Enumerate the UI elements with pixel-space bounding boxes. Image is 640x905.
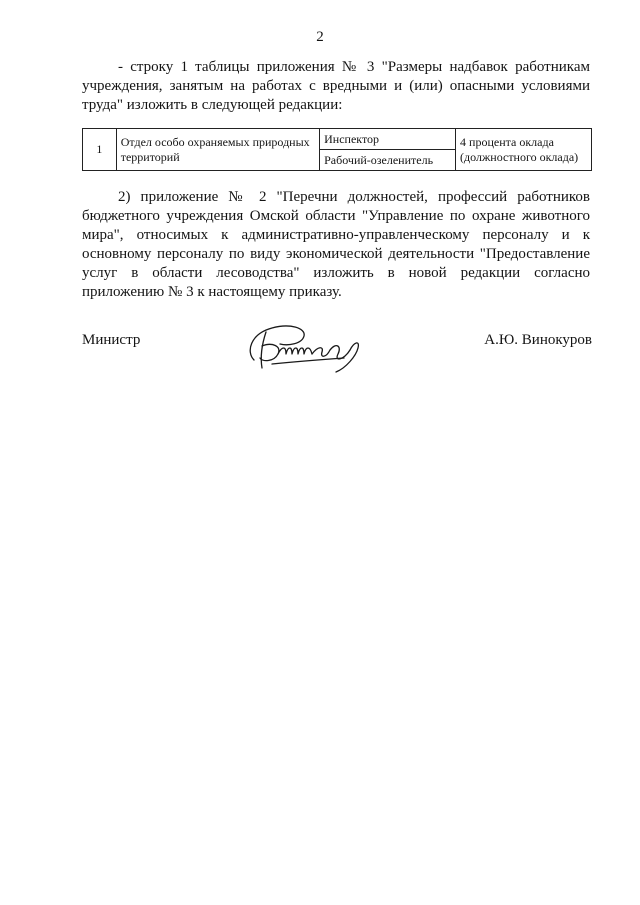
handwritten-signature bbox=[232, 316, 432, 376]
signatory-name: А.Ю. Винокуров bbox=[484, 332, 592, 348]
table-row bbox=[83, 129, 592, 150]
rate-cell: 4 процента оклада (должностного оклада) bbox=[456, 129, 592, 171]
signature-block bbox=[82, 328, 592, 388]
signatory-title: Министр bbox=[82, 332, 141, 348]
position-cell: Инспектор bbox=[320, 129, 456, 150]
position-cell: Рабочий-озеленитель bbox=[320, 150, 456, 171]
row-number: 1 bbox=[83, 129, 117, 171]
page-number: 2 bbox=[316, 29, 324, 45]
department-cell: Отдел особо охраняемых природных территорий bbox=[116, 129, 319, 171]
amendment-paragraph-1: - строку 1 таблицы приложения № 3 "Размеры надбавок работникам учреждения, занятым на работах с вредными и (или) опасными условиями труда" изложить в следующей редакции: bbox=[82, 59, 590, 113]
amendment-paragraph-2: 2) приложение № 2 "Перечни должностей, профессий работников бюджетного учреждения Омской области "Управление по охране животного мира", относимых к административно-управленческому персоналу и к основному персоналу по виду экономической деятельности "Предоставление услуг в области лесоводства" изложить в новой редакции согласно приложению № 3 к настоящему приказу. bbox=[82, 189, 590, 300]
amendment-table bbox=[82, 128, 592, 171]
